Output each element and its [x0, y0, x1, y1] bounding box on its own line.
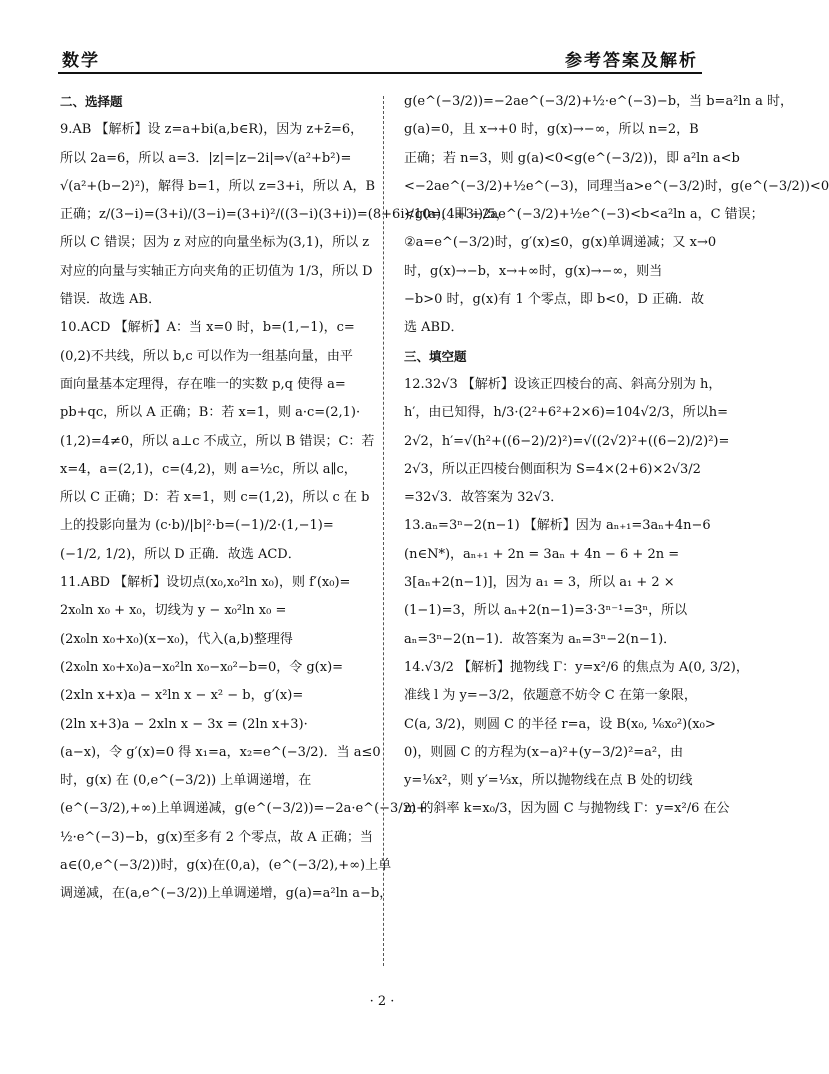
section-heading: 三、填空题: [404, 348, 467, 364]
right-column-line: 12.32√3 【解析】设该正四棱台的高、斜高分别为 h，: [404, 376, 722, 392]
right-column-line: <−2ae^(−3/2)+½e^(−3)，同理当a>e^(−3/2)时，g(e^(−3/2))<0: [404, 178, 829, 194]
right-column-line: y=⅙x²，则 y′=⅓x，所以抛物线在点 B 处的切线: [404, 773, 693, 789]
left-column-line: (2x₀ln x₀+x₀)(x−x₀)，代入(a,b)整理得: [60, 631, 293, 647]
left-column-line: 11.ABD 【解析】设切点(x₀,x₀²ln x₀)，则 f′(x₀)=: [60, 575, 351, 591]
right-column-line: g(e^(−3/2))=−2ae^(−3/2)+½·e^(−3)−b，当 b=a²ln a 时，: [404, 94, 793, 109]
left-column-line: 上的投影向量为 (c·b)/|b|²·b=(−1)/2·(1,−1)=: [60, 518, 334, 534]
left-column-line: 所以 2a=6，所以 a=3．|z|=|z−2i|⇒√(a²+b²)=: [60, 150, 352, 166]
left-column-line: (2xln x+x)a − x²ln x − x² − b，g′(x)=: [60, 688, 304, 704]
left-column-line: (0,2)不共线，所以 b,c 可以作为一组基向量，由平: [60, 348, 353, 364]
left-column-line: (−1/2, 1/2)，所以 D 正确．故选 ACD．: [60, 546, 301, 562]
left-column-line: 面向量基本定理得，存在唯一的实数 p,q 使得 a=: [60, 376, 346, 392]
right-column-line: m 的斜率 k=x₀/3，因为圆 C 与抛物线 Γ：y=x²/6 在公: [404, 801, 730, 817]
right-column-line: =32√3．故答案为 32√3．: [404, 490, 564, 506]
header-rule: [58, 72, 702, 74]
right-column-line: (n∈N*)，aₙ₊₁ + 2n = 3aₙ + 4n − 6 + 2n =: [404, 546, 680, 562]
left-column-line: 10.ACD 【解析】A：当 x=0 时，b=(1,−1)，c=: [60, 320, 355, 336]
section-title: 参考答案及解析: [565, 51, 698, 71]
left-column-line: (2ln x+3)a − 2xln x − 3x = (2ln x+3)·: [60, 716, 308, 732]
left-column-line: x=4，a=(2,1)，c=(4,2)，则 a=½c，所以 a∥c，: [60, 461, 357, 477]
page-number: · 2 ·: [369, 994, 395, 1009]
left-column-line: √(a²+(b−2)²)，解得 b=1，所以 z=3+i，所以 A，B: [60, 178, 376, 194]
right-column: [404, 88, 829, 824]
left-column-line: a∈(0,e^(−3/2))时，g(x)在(0,a)，(e^(−3/2),+∞)上单: [60, 858, 392, 874]
left-column-line: (e^(−3/2),+∞)上单调递减，g(e^(−3/2))=−2a·e^(−3/2)+: [60, 801, 427, 817]
right-column-line: <g(a)，即 −2ae^(−3/2)+½e^(−3)<b<a²ln a，C 错误；: [404, 207, 764, 223]
right-column-line: 正确；若 n=3，则 g(a)<0<g(e^(−3/2))，即 a²ln a<b: [404, 150, 740, 166]
right-column-line: 准线 l 为 y=−3/2，依题意不妨令 C 在第一象限，: [404, 688, 697, 704]
column-divider: [383, 96, 384, 966]
left-column-line: pb+qc，所以 A 正确；B：若 x=1，则 a·c=(2,1)·: [60, 405, 361, 421]
left-column-line: 所以 C 错误；因为 z 对应的向量坐标为(3,1)，所以 z: [60, 235, 370, 251]
left-column-line: (2x₀ln x₀+x₀)a−x₀²ln x₀−x₀²−b=0，令 g(x)=: [60, 659, 344, 675]
left-column-line: ½·e^(−3)−b，g(x)至多有 2 个零点，故 A 正确；当: [60, 829, 373, 845]
left-column-line: 所以 C 正确；D：若 x=1，则 c=(1,2)，所以 c 在 b: [60, 490, 370, 506]
left-column-line: 9.AB 【解析】设 z=a+bi(a,b∈R)，因为 z+z̄=6，: [60, 122, 364, 138]
left-column-line: 调递减，在(a,e^(−3/2))上单调递增，g(a)=a²ln a−b，: [60, 886, 393, 902]
right-column-line: 2√2，h′=√(h²+((6−2)/2)²)=√((2√2)²+((6−2)/2)²)=: [404, 433, 730, 449]
subject-title: 数学: [62, 51, 100, 71]
right-column-line: −b>0 时，g(x)有 1 个零点，即 b<0，D 正确．故: [404, 292, 705, 308]
left-column-line: (a−x)，令 g′(x)=0 得 x₁=a，x₂=e^(−3/2)．当 a≤0: [60, 744, 381, 760]
right-column-line: 14.√3/2 【解析】抛物线 Γ：y=x²/6 的焦点为 A(0, 3/2)，: [404, 659, 749, 675]
right-column-line: 选 ABD．: [404, 320, 464, 336]
right-column-line: 时，g(x)→−b，x→+∞时，g(x)→−∞，则当: [404, 263, 663, 279]
right-column-line: h′，由已知得，h/3·(2²+6²+2×6)=104√2/3，所以h=: [404, 405, 728, 421]
left-column-line: 2x₀ln x₀ + x₀，切线为 y − x₀²ln x₀ =: [60, 603, 287, 619]
right-column-line: 13.aₙ=3ⁿ−2(n−1) 【解析】因为 aₙ₊₁=3aₙ+4n−6: [404, 518, 711, 534]
left-column-line: 错误．故选 AB．: [60, 292, 162, 308]
right-column-line: 0)，则圆 C 的方程为(x−a)²+(y−3/2)²=a²，由: [404, 744, 684, 760]
right-column-line: (1−1)=3，所以 aₙ+2(n−1)=3·3ⁿ⁻¹=3ⁿ，所以: [404, 603, 688, 619]
right-column-line: aₙ=3ⁿ−2(n−1)．故答案为 aₙ=3ⁿ−2(n−1)．: [404, 631, 677, 647]
left-column-line: 时，g(x) 在 (0,e^(−3/2)) 上单调递增，在: [60, 773, 312, 789]
left-column-line: 对应的向量与实轴正方向夹角的正切值为 1/3，所以 D: [60, 263, 373, 279]
right-column-line: C(a, 3/2)，则圆 C 的半径 r=a，设 B(x₀, ⅙x₀²)(x₀>: [404, 716, 716, 732]
right-column-line: 3[aₙ+2(n−1)]，因为 a₁ = 3，所以 a₁ + 2 ×: [404, 575, 675, 591]
left-column-line: (1,2)=4≠0，所以 a⊥c 不成立，所以 B 错误；C：若: [60, 433, 375, 449]
section-heading: 二、选择题: [60, 94, 123, 109]
right-column-line: 2√3，所以正四棱台侧面积为 S=4×(2+6)×2√3/2: [404, 461, 701, 477]
left-column-line: 正确；z/(3−i)=(3+i)/(3−i)=(3+i)²/((3−i)(3+i))=(8+6i)/10=(4+3i)/5，: [60, 207, 509, 223]
right-column-line: ②a=e^(−3/2)时，g′(x)≤0，g(x)单调递减；又 x→0: [404, 235, 717, 251]
right-column-line: g(a)=0，且 x→+0 时，g(x)→−∞，所以 n=2，B: [404, 122, 699, 138]
